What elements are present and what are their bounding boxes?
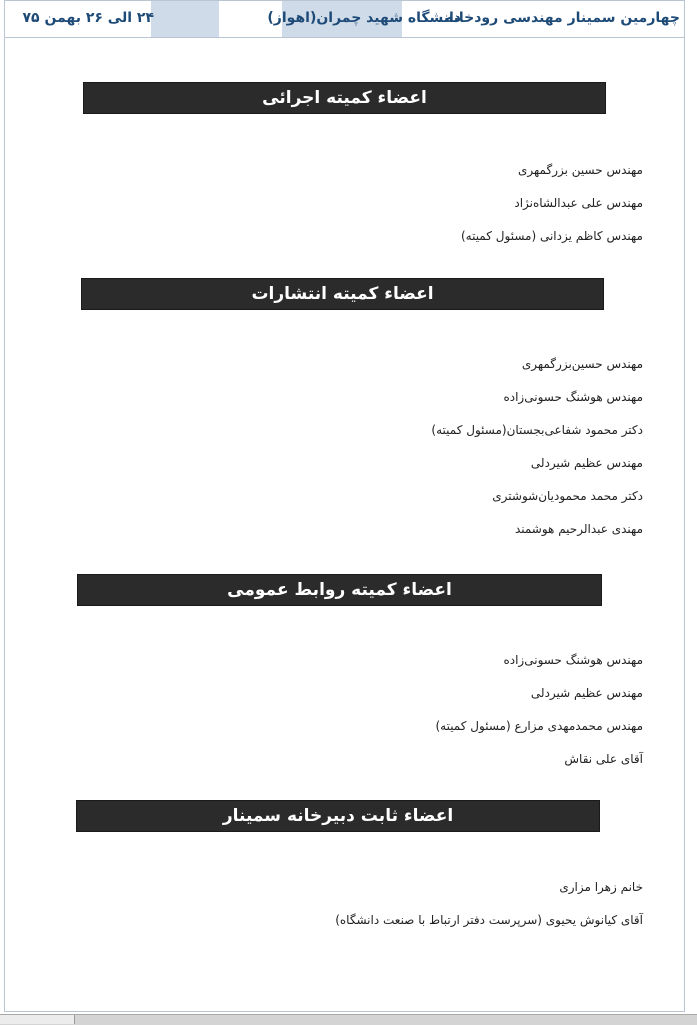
public-relations-members-list [435, 650, 643, 782]
university-name: دانشگاه شهید چمران(اهواز) [267, 10, 461, 26]
executive-members-list [461, 160, 643, 259]
list-item: مهندس حسین‌بزرگمهری [521, 357, 643, 371]
section-title-publications: اعضاء کمیته انتشارات [82, 279, 603, 309]
seminar-dates: ۲۴ الی ۲۶ بهمن ۷۵ [22, 10, 154, 26]
page-header [4, 0, 685, 38]
seminar-title: چهارمین سمینار مهندسی رودخانه [445, 10, 680, 26]
list-item: آقای کیانوش یحیوی (سرپرست دفتر ارتباط با صنعت دانشگاه) [335, 913, 643, 927]
window-scrollbar[interactable] [0, 1014, 697, 1025]
list-item: خانم زهرا مزاری [559, 880, 643, 894]
list-item: مهندس هوشنگ حسونی‌زاده [503, 653, 643, 667]
list-item: آقای علی نقاش [564, 752, 643, 766]
list-item: دکتر محمود شفاعی‌بجستان(مسئول کمیته) [431, 423, 643, 437]
header-shade-block [151, 1, 219, 37]
section-title-executive: اعضاء کمیته اجرائی [84, 83, 605, 113]
list-item: دکتر محمد محمودیان‌شوشتری [492, 489, 643, 503]
list-item: مهندس کاظم یزدانی (مسئول کمیته) [460, 229, 643, 243]
section-title-secretariat: اعضاء ثابت دبیرخانه سمینار [77, 801, 599, 831]
list-item: مهندس محمدمهدی مزارع (مسئول کمیته) [435, 719, 643, 733]
scrollbar-thumb[interactable] [0, 1015, 75, 1024]
secretariat-members-list [335, 877, 643, 943]
list-item: مهندس علی عبدالشاه‌نژاد [514, 196, 643, 210]
list-item: مهندی عبدالرحیم هوشمند [514, 522, 643, 536]
list-item: مهندس عظیم شیردلی [530, 456, 643, 470]
list-item: مهندس عظیم شیردلی [530, 686, 643, 700]
list-item: مهندس هوشنگ حسونی‌زاده [503, 390, 643, 404]
list-item: مهندس حسین بزرگمهری [518, 163, 643, 177]
section-title-public-relations: اعضاء کمیته روابط عمومی [78, 575, 601, 605]
publications-members-list [431, 354, 643, 552]
